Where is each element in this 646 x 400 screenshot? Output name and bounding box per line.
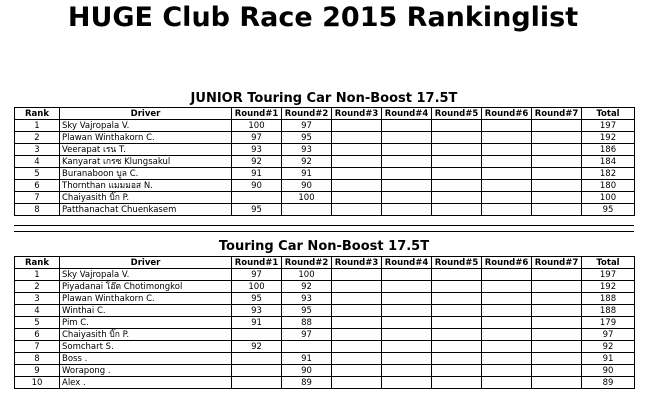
driver-cell: Alex .: [60, 377, 232, 389]
touring-section-title: Touring Car Non-Boost 17.5T: [218, 239, 430, 254]
total-cell: 197: [582, 120, 635, 132]
round-1-cell: 91: [232, 317, 282, 329]
round-3-cell: [332, 281, 382, 293]
rank-cell: 4: [15, 305, 60, 317]
round-6-cell: [482, 132, 532, 144]
round-4-cell: [382, 377, 432, 389]
round-3-cell: [332, 192, 382, 204]
round-2-cell: 91: [282, 353, 332, 365]
round-6-cell: [482, 168, 532, 180]
junior-section-title: JUNIOR Touring Car Non-Boost 17.5T: [190, 91, 458, 106]
table-row: [15, 168, 635, 180]
rank-cell: 8: [15, 353, 60, 365]
header-total: Total: [582, 257, 635, 269]
header-round-5: Round#5: [432, 108, 482, 120]
round-2-cell: 88: [282, 317, 332, 329]
round-3-cell: [332, 269, 382, 281]
round-5-cell: [432, 281, 482, 293]
round-3-cell: [332, 353, 382, 365]
round-3-cell: [332, 204, 382, 216]
driver-cell: Plawan Winthakorn C.: [60, 293, 232, 305]
round-1-cell: [232, 353, 282, 365]
round-6-cell: [482, 120, 532, 132]
header-driver: Driver: [60, 108, 232, 120]
rank-cell: 9: [15, 365, 60, 377]
round-5-cell: [432, 192, 482, 204]
round-5-cell: [432, 180, 482, 192]
round-7-cell: [532, 353, 582, 365]
round-5-cell: [432, 329, 482, 341]
round-3-cell: [332, 377, 382, 389]
round-6-cell: [482, 305, 532, 317]
total-cell: 186: [582, 144, 635, 156]
round-3-cell: [332, 132, 382, 144]
driver-cell: Patthanachat Chuenkasem: [60, 204, 232, 216]
round-2-cell: 100: [282, 269, 332, 281]
table-row: [15, 305, 635, 317]
round-7-cell: [532, 305, 582, 317]
total-cell: 89: [582, 377, 635, 389]
round-2-cell: 92: [282, 281, 332, 293]
round-1-cell: 93: [232, 305, 282, 317]
header-rank: Rank: [15, 257, 60, 269]
round-6-cell: [482, 317, 532, 329]
table-row: [15, 317, 635, 329]
round-5-cell: [432, 317, 482, 329]
driver-cell: Worapong .: [60, 365, 232, 377]
driver-cell: Sky Vajropala V.: [60, 269, 232, 281]
round-7-cell: [532, 377, 582, 389]
round-3-cell: [332, 144, 382, 156]
round-2-cell: 95: [282, 305, 332, 317]
driver-cell: Pim C.: [60, 317, 232, 329]
rank-cell: 1: [15, 120, 60, 132]
total-cell: 91: [582, 353, 635, 365]
round-2-cell: 92: [282, 156, 332, 168]
round-7-cell: [532, 293, 582, 305]
round-4-cell: [382, 341, 432, 353]
table-row: [15, 204, 635, 216]
round-3-cell: [332, 317, 382, 329]
round-1-cell: 100: [232, 120, 282, 132]
round-2-cell: 95: [282, 132, 332, 144]
total-cell: 184: [582, 156, 635, 168]
round-7-cell: [532, 329, 582, 341]
round-4-cell: [382, 305, 432, 317]
rank-cell: 4: [15, 156, 60, 168]
round-5-cell: [432, 365, 482, 377]
table-row: [15, 329, 635, 341]
table-row: [15, 192, 635, 204]
total-cell: 90: [582, 365, 635, 377]
round-6-cell: [482, 281, 532, 293]
driver-cell: Plawan Winthakorn C.: [60, 132, 232, 144]
round-6-cell: [482, 365, 532, 377]
rank-cell: 8: [15, 204, 60, 216]
round-7-cell: [532, 180, 582, 192]
round-7-cell: [532, 204, 582, 216]
header-round-7: Round#7: [532, 108, 582, 120]
rank-cell: 7: [15, 192, 60, 204]
total-cell: 92: [582, 341, 635, 353]
round-7-cell: [532, 281, 582, 293]
round-5-cell: [432, 269, 482, 281]
divider-line: [14, 225, 634, 226]
round-4-cell: [382, 180, 432, 192]
round-5-cell: [432, 293, 482, 305]
driver-cell: Veerapat เรน T.: [60, 144, 232, 156]
round-1-cell: 93: [232, 144, 282, 156]
round-6-cell: [482, 192, 532, 204]
round-3-cell: [332, 341, 382, 353]
round-5-cell: [432, 144, 482, 156]
driver-cell: Chaiyasith บิ๊ก P.: [60, 329, 232, 341]
total-cell: 182: [582, 168, 635, 180]
rank-cell: 10: [15, 377, 60, 389]
total-cell: 97: [582, 329, 635, 341]
driver-cell: Kanyarat เกรซ Klungsakul: [60, 156, 232, 168]
header-round-1: Round#1: [232, 108, 282, 120]
round-3-cell: [332, 156, 382, 168]
header-round-2: Round#2: [282, 108, 332, 120]
round-4-cell: [382, 269, 432, 281]
rank-cell: 7: [15, 341, 60, 353]
round-4-cell: [382, 168, 432, 180]
driver-cell: Winthai C.: [60, 305, 232, 317]
table-row: [15, 180, 635, 192]
round-5-cell: [432, 120, 482, 132]
rank-cell: 3: [15, 144, 60, 156]
round-4-cell: [382, 132, 432, 144]
round-2-cell: 97: [282, 329, 332, 341]
driver-cell: Chaiyasith บิ๊ก P.: [60, 192, 232, 204]
round-3-cell: [332, 180, 382, 192]
rank-cell: 6: [15, 329, 60, 341]
round-3-cell: [332, 329, 382, 341]
round-1-cell: [232, 365, 282, 377]
rank-cell: 5: [15, 168, 60, 180]
table-header-row: [15, 257, 635, 269]
round-5-cell: [432, 168, 482, 180]
round-2-cell: 97: [282, 120, 332, 132]
header-round-2: Round#2: [282, 257, 332, 269]
touring-ranking-table: [14, 256, 635, 389]
round-1-cell: 97: [232, 269, 282, 281]
round-4-cell: [382, 329, 432, 341]
round-3-cell: [332, 168, 382, 180]
round-4-cell: [382, 192, 432, 204]
round-6-cell: [482, 269, 532, 281]
header-round-1: Round#1: [232, 257, 282, 269]
driver-cell: Thornthan แมมมอส N.: [60, 180, 232, 192]
page-title: HUGE Club Race 2015 Rankinglist: [67, 2, 579, 33]
round-4-cell: [382, 317, 432, 329]
table-row: [15, 293, 635, 305]
round-7-cell: [532, 365, 582, 377]
round-7-cell: [532, 144, 582, 156]
table-row: [15, 341, 635, 353]
round-6-cell: [482, 144, 532, 156]
round-7-cell: [532, 341, 582, 353]
header-total: Total: [582, 108, 635, 120]
round-5-cell: [432, 353, 482, 365]
round-4-cell: [382, 156, 432, 168]
round-6-cell: [482, 341, 532, 353]
junior-table-body: [15, 120, 635, 216]
round-4-cell: [382, 365, 432, 377]
rank-cell: 1: [15, 269, 60, 281]
round-1-cell: 92: [232, 341, 282, 353]
round-1-cell: 95: [232, 204, 282, 216]
round-1-cell: [232, 329, 282, 341]
driver-cell: Sky Vajropala V.: [60, 120, 232, 132]
driver-cell: Piyadanai โอ๊ต Chotimongkol: [60, 281, 232, 293]
driver-cell: Boss .: [60, 353, 232, 365]
header-round-4: Round#4: [382, 108, 432, 120]
rank-cell: 6: [15, 180, 60, 192]
total-cell: 188: [582, 305, 635, 317]
header-round-7: Round#7: [532, 257, 582, 269]
touring-table-body: [15, 269, 635, 389]
round-1-cell: 90: [232, 180, 282, 192]
header-rank: Rank: [15, 108, 60, 120]
table-row: [15, 281, 635, 293]
round-5-cell: [432, 204, 482, 216]
round-7-cell: [532, 168, 582, 180]
round-1-cell: [232, 377, 282, 389]
header-round-6: Round#6: [482, 108, 532, 120]
header-round-3: Round#3: [332, 108, 382, 120]
table-row: [15, 377, 635, 389]
header-round-5: Round#5: [432, 257, 482, 269]
round-1-cell: 100: [232, 281, 282, 293]
round-3-cell: [332, 365, 382, 377]
round-2-cell: 91: [282, 168, 332, 180]
junior-ranking-table: [14, 107, 635, 216]
round-5-cell: [432, 377, 482, 389]
round-1-cell: 95: [232, 293, 282, 305]
round-6-cell: [482, 377, 532, 389]
round-6-cell: [482, 329, 532, 341]
round-6-cell: [482, 156, 532, 168]
round-5-cell: [432, 305, 482, 317]
round-2-cell: 93: [282, 144, 332, 156]
rank-cell: 2: [15, 132, 60, 144]
rank-cell: 2: [15, 281, 60, 293]
round-2-cell: 89: [282, 377, 332, 389]
round-3-cell: [332, 305, 382, 317]
header-driver: Driver: [60, 257, 232, 269]
round-4-cell: [382, 281, 432, 293]
table-row: [15, 156, 635, 168]
round-6-cell: [482, 293, 532, 305]
round-3-cell: [332, 120, 382, 132]
rank-cell: 3: [15, 293, 60, 305]
round-2-cell: 90: [282, 365, 332, 377]
round-2-cell: [282, 341, 332, 353]
total-cell: 180: [582, 180, 635, 192]
table-row: [15, 365, 635, 377]
driver-cell: Somchart S.: [60, 341, 232, 353]
total-cell: 197: [582, 269, 635, 281]
round-1-cell: 97: [232, 132, 282, 144]
total-cell: 179: [582, 317, 635, 329]
header-round-6: Round#6: [482, 257, 532, 269]
divider-line: [14, 231, 634, 232]
round-2-cell: 93: [282, 293, 332, 305]
table-row: [15, 353, 635, 365]
header-round-4: Round#4: [382, 257, 432, 269]
total-cell: 188: [582, 293, 635, 305]
round-5-cell: [432, 156, 482, 168]
round-4-cell: [382, 204, 432, 216]
table-row: [15, 144, 635, 156]
round-6-cell: [482, 180, 532, 192]
round-3-cell: [332, 293, 382, 305]
round-2-cell: [282, 204, 332, 216]
round-6-cell: [482, 204, 532, 216]
driver-cell: Buranaboon บูล C.: [60, 168, 232, 180]
total-cell: 100: [582, 192, 635, 204]
round-1-cell: 92: [232, 156, 282, 168]
table-header-row: [15, 108, 635, 120]
total-cell: 192: [582, 132, 635, 144]
round-7-cell: [532, 192, 582, 204]
round-6-cell: [482, 353, 532, 365]
round-4-cell: [382, 353, 432, 365]
round-7-cell: [532, 269, 582, 281]
total-cell: 95: [582, 204, 635, 216]
header-round-3: Round#3: [332, 257, 382, 269]
round-4-cell: [382, 293, 432, 305]
round-7-cell: [532, 120, 582, 132]
round-4-cell: [382, 144, 432, 156]
round-7-cell: [532, 317, 582, 329]
round-7-cell: [532, 156, 582, 168]
round-2-cell: 90: [282, 180, 332, 192]
total-cell: 192: [582, 281, 635, 293]
table-row: [15, 269, 635, 281]
table-row: [15, 132, 635, 144]
round-7-cell: [532, 132, 582, 144]
rank-cell: 5: [15, 317, 60, 329]
round-4-cell: [382, 120, 432, 132]
round-5-cell: [432, 341, 482, 353]
round-1-cell: 91: [232, 168, 282, 180]
round-5-cell: [432, 132, 482, 144]
table-row: [15, 120, 635, 132]
round-1-cell: [232, 192, 282, 204]
round-2-cell: 100: [282, 192, 332, 204]
